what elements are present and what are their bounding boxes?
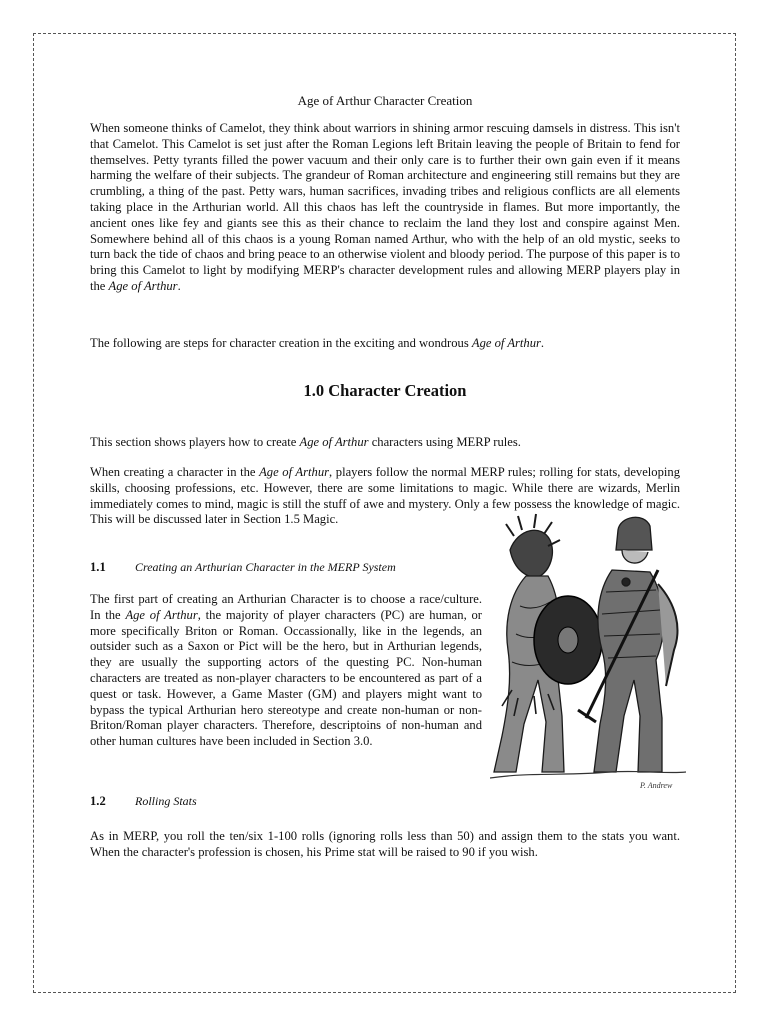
artist-signature: P. Andrew	[640, 781, 673, 790]
section-heading-character-creation: 1.0 Character Creation	[303, 381, 467, 400]
warriors-illustration	[490, 510, 686, 792]
document-title: Age of Arthur Character Creation	[297, 93, 473, 108]
helmeted-warrior	[594, 517, 677, 772]
race-culture-paragraph: The first part of creating an Arthurian Character is to choose a race/culture. In the Age of Arthur, the majority of player characters (PC) are human, or more specifically Briton or Roman. Occassionally, like in the legends, an outsider such as a Saxon or Pict will be the hero, but in Arthurian legends, they are usually the supporting actors of the questing PC. Non-human characters are treated as non-player characters to be encountered as part of a quest or task. However, a Game Master (GM) and players might want to bypass the typical Arthurian hero stereotype and create non-human or non-Briton/Roman player characters. Therefore, descriptoins of non-human and other human cultures have been included in Section 3.0.	[90, 592, 482, 749]
section-intro-paragraph: This section shows players how to create Age of Arthur characters using MERP rules.	[90, 435, 521, 449]
intro-steps-paragraph: The following are steps for character creation in the exciting and wondrous Age of Arthur.	[90, 336, 545, 350]
subsection-title: Rolling Stats	[135, 794, 197, 808]
subsection-heading-1-2	[90, 794, 197, 809]
subsection-title: Creating an Arthurian Character in the MERP System	[135, 560, 396, 574]
subsection-number: 1.2	[90, 794, 106, 808]
subsection-heading-1-1	[90, 560, 396, 575]
subsection-number: 1.1	[90, 560, 106, 574]
ground-line	[490, 771, 686, 778]
intro-paragraph: When someone thinks of Camelot, they think about warriors in shining armor rescuing damsels in distress. This isn't that Camelot. This Camelot is set just after the Roman Legions left Britain leaving the people of Britain to fend for themselves. Petty tyrants filled the power vacuum and their only care is to further their own gain even if it means harming the welfare of their subjects. The grandeur of Roman architecture and engineering still remains but they are crumbling, a thing of the past. Petty wars, human sacrifices, invading tribes and religious conflicts are all elements taking place in the Arthurian world. All this chaos has left the countryside in flames. But more importantly, the ancient ones like fey and giants see this as their chance to reclaim the land they lost and conspire against Men. Somewhere behind all of this chaos is a young Roman named Arthur, who with the help of an old mystic, seeks to turn back the tide of chaos and bring peace to an otherwise violent and bloody period. The purpose of this paper is to bring this Camelot to light by modifying MERP's character development rules and allowing MERP players play in the Age of Arthur.	[90, 121, 680, 293]
rolling-stats-paragraph: As in MERP, you roll the ten/six 1-100 rolls (ignoring rolls less than 50) and assign them to the stats you want. When the character's profession is chosen, his Prime stat will be raised to 90 if you wish.	[90, 829, 680, 859]
magic-limitations-paragraph: When creating a character in the Age of Arthur, players follow the normal MERP rules; rolling for stats, developing skills, choosing professions, etc. However, there are some limitations to magic. While there are wizards, Merlin immediately comes to mind, magic is still the stuff of awe and mystery. Only a few possess the knowledge of magic. This will be discussed later in Section 1.5 Magic.	[90, 465, 680, 527]
